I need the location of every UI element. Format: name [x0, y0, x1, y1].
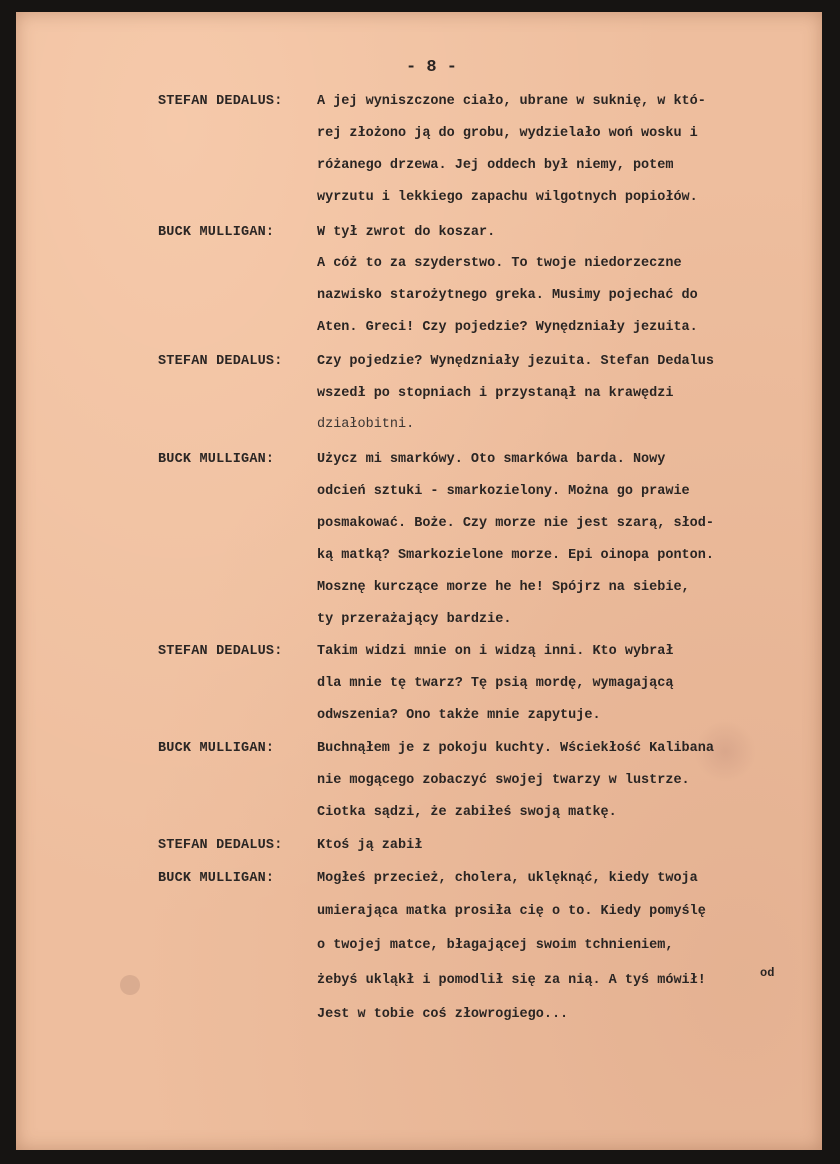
- dialogue-line: odwszenia? Ono także mnie zapytuje.: [317, 708, 601, 723]
- dialogue-line: ty przerażający bardzie.: [317, 612, 512, 627]
- dialogue-line: rej złożono ją do grobu, wydzielało woń wosku i: [317, 126, 698, 141]
- dialogue-line: działobitni.: [317, 417, 415, 432]
- speaker-name: STEFAN DEDALUS:: [158, 644, 283, 659]
- dialogue-line: posmakować. Boże. Czy morze nie jest szarą, słod-: [317, 516, 714, 531]
- dialogue-line: A jej wyniszczone ciało, ubrane w suknię, w któ-: [317, 94, 706, 109]
- dialogue-line: nie mogącego zobaczyć swojej twarzy w lustrze.: [317, 773, 690, 788]
- dialogue-line: Buchnąłem je z pokoju kuchty. Wściekłość Kalibana: [317, 741, 714, 756]
- dialogue-line: Takim widzi mnie on i widzą inni. Kto wybrał: [317, 644, 674, 659]
- dialogue-line: wyrzutu i lekkiego zapachu wilgotnych popiołów.: [317, 190, 698, 205]
- speaker-name: STEFAN DEDALUS:: [158, 838, 283, 853]
- speaker-name: STEFAN DEDALUS:: [158, 94, 283, 109]
- dialogue-line: Czy pojedzie? Wynędzniały jezuita. Stefan Dedalus: [317, 354, 714, 369]
- dialogue-line: różanego drzewa. Jej oddech był niemy, potem: [317, 158, 674, 173]
- dialogue-line: o twojej matce, błagającej swoim tchnieniem,: [317, 938, 674, 953]
- dialogue-line: Aten. Greci! Czy pojedzie? Wynędzniały jezuita.: [317, 320, 698, 335]
- dialogue-line: A cóż to za szyderstwo. To twoje niedorzeczne: [317, 256, 682, 271]
- dialogue-line: Ktoś ją zabił: [317, 838, 423, 853]
- speaker-name: BUCK MULLIGAN:: [158, 741, 275, 756]
- dialogue-line: Ciotka sądzi, że zabiłeś swoją matkę.: [317, 805, 617, 820]
- dialogue-line: nazwisko starożytnego greka. Musimy pojechać do: [317, 288, 698, 303]
- dialogue-line: ką matką? Smarkozielone morze. Epi oinopa ponton.: [317, 548, 714, 563]
- dialogue-line: wszedł po stopniach i przystanął na krawędzi: [317, 386, 674, 401]
- dialogue-line: odcień sztuki - smarkozielony. Można go prawie: [317, 484, 690, 499]
- dialogue-line: Mosznę kurczące morze he he! Spójrz na siebie,: [317, 580, 690, 595]
- dialogue-line: Mogłeś przecież, cholera, uklęknąć, kiedy twoja: [317, 871, 698, 886]
- handwritten-insertion: od: [760, 966, 775, 980]
- dialogue-line: Jest w tobie coś złowrogiego...: [317, 1007, 569, 1022]
- dialogue-line: umierająca matka prosiła cię o to. Kiedy pomyślę: [317, 904, 706, 919]
- speaker-name: BUCK MULLIGAN:: [158, 452, 275, 467]
- dialogue-line: dla mnie tę twarz? Tę psią mordę, wymagającą: [317, 676, 674, 691]
- paper-stain: [120, 975, 140, 995]
- speaker-name: STEFAN DEDALUS:: [158, 354, 283, 369]
- speaker-name: BUCK MULLIGAN:: [158, 871, 275, 886]
- page-number: - 8 -: [406, 58, 458, 77]
- speaker-name: BUCK MULLIGAN:: [158, 225, 275, 240]
- dialogue-line: żebyś ukląkł i pomodlił się za nią. A tyś mówił!: [317, 973, 706, 988]
- dialogue-line: W tył zwrot do koszar.: [317, 225, 496, 240]
- dialogue-line: Użycz mi smarkówy. Oto smarkówa barda. Nowy: [317, 452, 666, 467]
